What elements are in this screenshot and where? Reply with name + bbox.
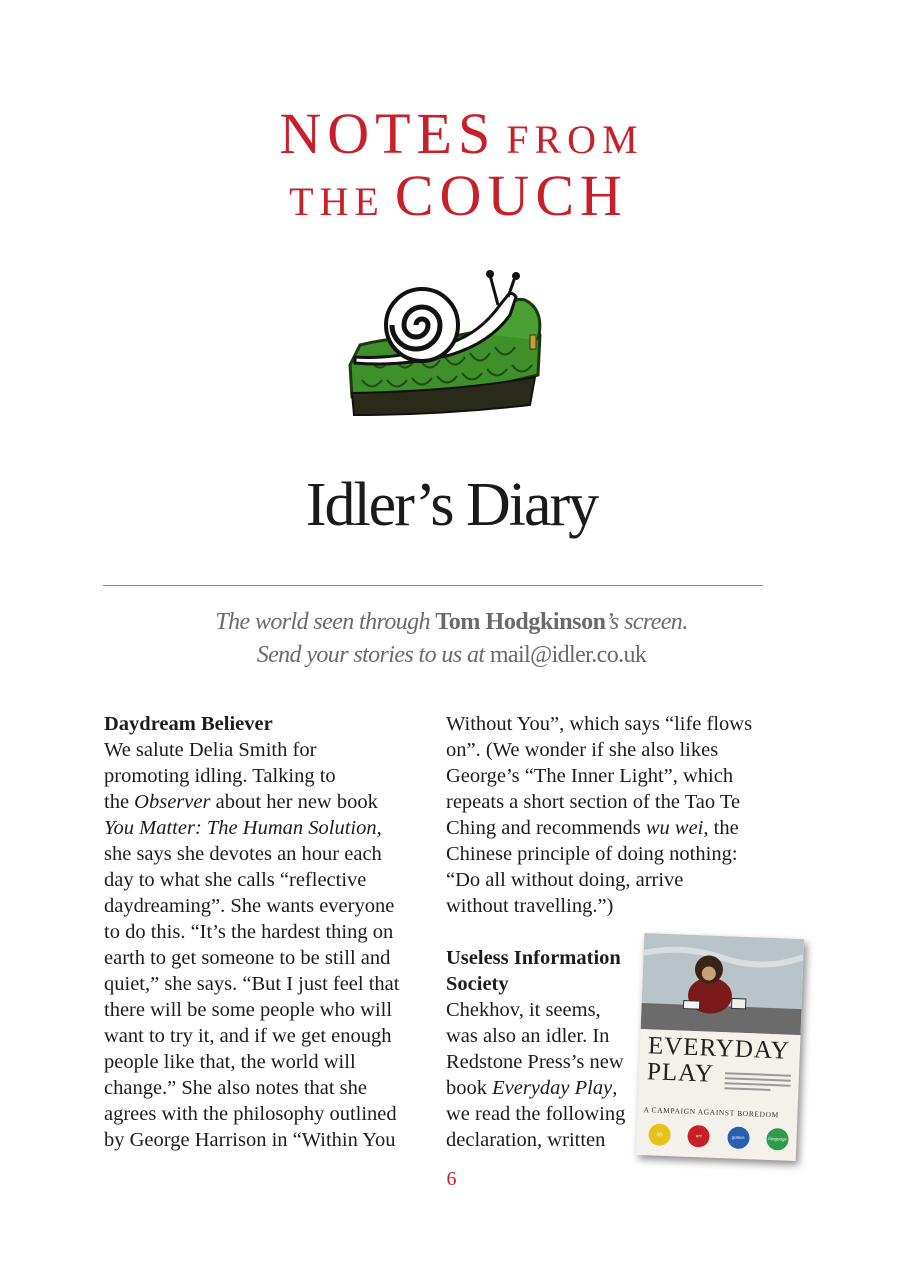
body-line: earth to get someone to be still and [104, 947, 391, 969]
body-text: , [376, 817, 382, 839]
column-left [104, 711, 419, 1153]
masthead-the: THE [289, 179, 385, 224]
book-cover-subtitle: A CAMPAIGN AGAINST BOREDOM [643, 1105, 780, 1120]
divider [103, 585, 763, 586]
masthead-line-1 [20, 101, 903, 166]
body-line: she says she devotes an hour each [104, 843, 382, 865]
body-line: change.” She also notes that she [104, 1077, 368, 1099]
body-line: by George Harrison in “Within You [104, 1129, 396, 1151]
book-cover-title-line-2: PLAY [646, 1058, 715, 1088]
dot-art: art [687, 1125, 710, 1148]
author-name: Tom Hodgkinson [435, 609, 606, 635]
body-line: people like that, the world will [104, 1051, 356, 1073]
body-line: we read the following [446, 1103, 626, 1125]
page-title: Idler’s Diary [305, 471, 598, 539]
body-line: Chekhov, it seems, [446, 999, 601, 1021]
publication-title-observer: Observer [134, 791, 211, 813]
body-line: daydreaming”. She wants everyone [104, 895, 395, 917]
body-line: quiet,” she says. “But I just feel that [104, 973, 400, 995]
body-line: George’s “The Inner Light”, which [446, 765, 734, 787]
body-line: day to what she calls “reflective [104, 869, 367, 891]
subtitle-line-1 [0, 606, 903, 639]
body-line: want to try it, and if we get enough [104, 1025, 392, 1047]
subtitle [0, 606, 903, 672]
dot-games: games [727, 1126, 750, 1149]
page-number: 6 [446, 1168, 457, 1190]
snail-on-chaise-longue-illustration [340, 265, 550, 425]
body-text: Ching and recommends [446, 817, 646, 839]
body-line [446, 815, 776, 841]
body-text: book [446, 1077, 493, 1099]
body-text: , [612, 1077, 618, 1099]
book-cover-title-line-1: EVERYDAY [647, 1032, 791, 1065]
book-title-you-matter: You Matter: The Human Solution [104, 817, 377, 839]
masthead-notes: NOTES [279, 101, 497, 166]
article-heading-useless-information: Useless Information [446, 947, 621, 969]
email-link[interactable]: mail@idler.co.uk [489, 642, 647, 668]
masthead [0, 101, 903, 228]
monkey-at-table-illustration [641, 933, 805, 1035]
body-line: was also an idler. In [446, 1025, 610, 1047]
body-text: , the [703, 817, 739, 839]
body-line: We salute Delia Smith for [104, 739, 317, 761]
body-line: Chinese principle of doing nothing: [446, 843, 738, 865]
masthead-from: FROM [506, 117, 644, 162]
body-text: the [104, 791, 135, 813]
book-cover-blurb [724, 1072, 791, 1095]
book-cover-dots [648, 1123, 789, 1150]
term-wu-wei: wu wei [645, 817, 704, 839]
body-text: about her new book [210, 791, 378, 813]
body-line [104, 815, 419, 841]
body-line: Redstone Press’s new [446, 1051, 624, 1073]
masthead-couch: COUCH [394, 163, 628, 228]
article-heading-daydream-believer: Daydream Believer [104, 713, 273, 735]
body-line: on”. (We wonder if she also likes [446, 739, 719, 761]
masthead-line-2 [14, 163, 903, 228]
article-heading-useless-information-2: Society [446, 973, 509, 995]
body-line: agrees with the philosophy outlined [104, 1103, 397, 1125]
body-line: promoting idling. Talking to [104, 765, 336, 787]
dot-life: life [648, 1123, 671, 1146]
body-line [104, 789, 419, 815]
body-line: to do this. “It’s the hardest thing on [104, 921, 394, 943]
body-line: Without You”, which says “life flows [446, 713, 753, 735]
body-line: declaration, written [446, 1129, 606, 1151]
body-line: “Do all without doing, arrive [446, 869, 684, 891]
body-line: without travelling.”) [446, 895, 614, 917]
submission-prompt: Send your stories to us at [256, 642, 490, 668]
subtitle-suffix: ’s screen. [605, 609, 688, 635]
subtitle-prefix: The world seen through [215, 609, 436, 635]
dot-language: language [766, 1128, 789, 1151]
book-cover-everyday-play [636, 933, 804, 1161]
body-line: there will be some people who will [104, 999, 393, 1021]
subtitle-line-2 [0, 639, 903, 672]
body-line: repeats a short section of the Tao Te [446, 791, 741, 813]
book-title-everyday-play: Everyday Play [492, 1077, 613, 1099]
